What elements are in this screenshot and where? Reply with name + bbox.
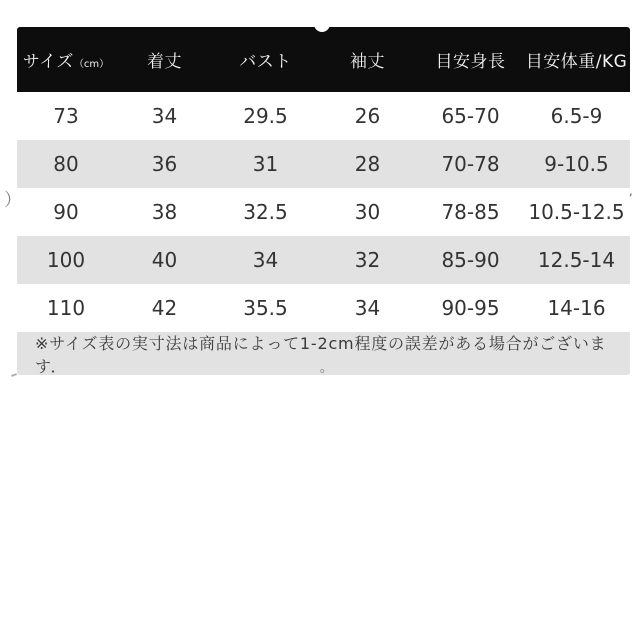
table-cell: 26	[354, 104, 381, 128]
table-cell: 80	[53, 152, 79, 176]
column-header-size	[17, 47, 115, 72]
table-cell: 38	[151, 200, 178, 224]
table-cell: 70-78	[441, 152, 500, 176]
table-cell: 100	[46, 248, 86, 272]
stray-ring-mark: °	[319, 368, 326, 383]
column-header-sleeve-length: 袖丈	[350, 52, 385, 72]
table-row	[17, 140, 630, 188]
stray-paren-mark: ）	[4, 190, 22, 211]
column-header-size-unit: （cm）	[73, 59, 110, 70]
table-cell: 34	[354, 296, 381, 320]
table-cell: 32	[354, 248, 381, 272]
stray-corner-mark	[11, 373, 17, 377]
column-header-weight-guide: 目安体重/KG	[525, 52, 628, 72]
table-cell: 85-90	[441, 248, 500, 272]
table-row	[17, 92, 630, 140]
table-cell: 14-16	[547, 296, 606, 320]
table-row	[17, 284, 630, 332]
table-cell: 34	[252, 248, 279, 272]
table-cell: 34	[151, 104, 178, 128]
stray-tick-mark: ’	[626, 191, 634, 208]
table-cell: 40	[151, 248, 178, 272]
table-cell: 35.5	[243, 296, 288, 320]
table-cell: 12.5-14	[537, 248, 616, 272]
table-cell: 90-95	[441, 296, 500, 320]
table-cell: 29.5	[243, 104, 288, 128]
table-cell: 31	[252, 152, 279, 176]
table-cell: 28	[354, 152, 381, 176]
table-cell: 36	[151, 152, 178, 176]
table-cell: 9-10.5	[544, 152, 609, 176]
table-cell: 73	[53, 104, 79, 128]
table-row	[17, 188, 630, 236]
size-table	[17, 27, 630, 375]
table-cell: 110	[46, 296, 86, 320]
table-header-row	[17, 27, 630, 92]
size-note-text: ※サイズ表の実寸法は商品によって1-2cm程度の誤差がある場合がございます．	[35, 333, 607, 376]
table-cell: 32.5	[243, 200, 288, 224]
column-header-height-guide: 目安身長	[435, 52, 506, 72]
table-cell: 90	[53, 200, 79, 224]
notch-artifact	[314, 16, 330, 32]
table-cell: 6.5-9	[550, 104, 603, 128]
table-cell: 30	[354, 200, 381, 224]
table-row	[17, 236, 630, 284]
table-cell: 65-70	[441, 104, 500, 128]
table-cell: 78-85	[441, 200, 500, 224]
table-cell: 10.5-12.5	[528, 200, 625, 224]
table-cell: 42	[151, 296, 178, 320]
column-header-body-length: 着丈	[147, 52, 182, 72]
column-header-size-label: サイズ	[22, 52, 74, 72]
column-header-bust: バスト	[239, 52, 292, 72]
